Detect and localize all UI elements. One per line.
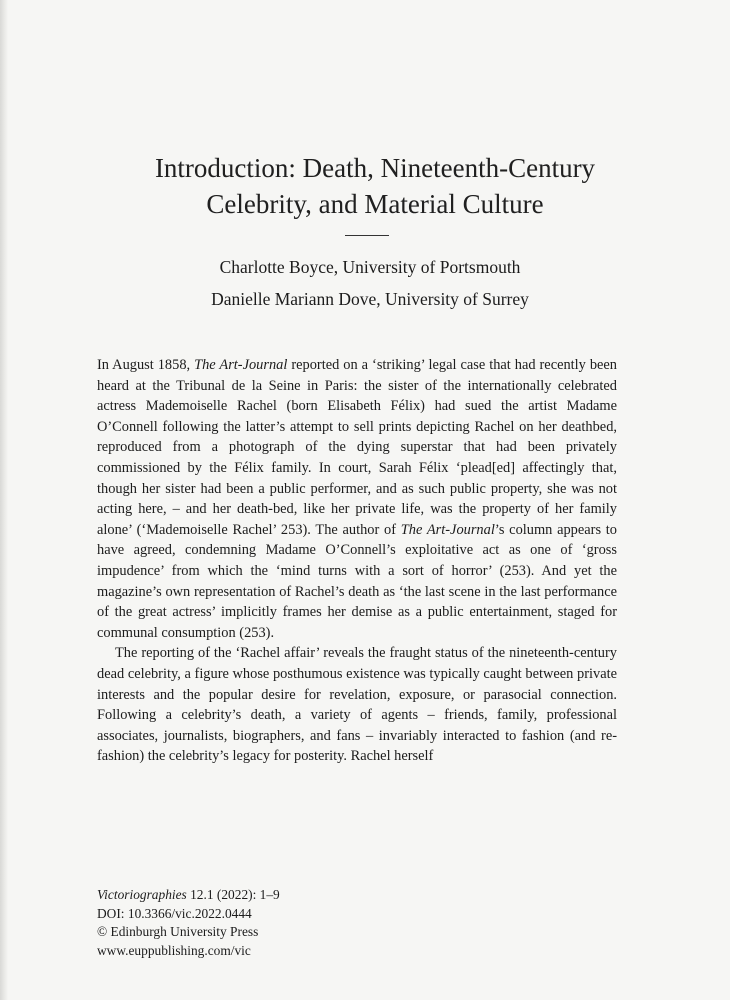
- page-edge-shadow: [0, 0, 8, 1000]
- journal-title-italic: The Art-Journal: [194, 357, 288, 373]
- author-1: Charlotte Boyce, University of Portsmouth: [219, 257, 521, 277]
- author-list: [70, 251, 670, 315]
- citation-block: [97, 886, 397, 960]
- citation-publisher: © Edinburgh University Press: [97, 924, 259, 939]
- body-text-run: In August 1858,: [97, 357, 195, 373]
- journal-name: Victoriographies: [97, 887, 187, 902]
- body-paragraph-2: The reporting of the ‘Rachel affair’ reveals the fraught status of the nineteenth-century dead celebrity, a figure whose posthumous existence was typically caught between private interests and the popular desire for revelation, exposure, or parasocial connection. Following a celebrity’s death, a variety of agents – friends, family, professional associates, journalists, biographers, and fans – invariably interacted to fashion (and re-fashion) the celebrity’s legacy for posterity. Rachel herself: [97, 645, 617, 765]
- title-divider: [345, 235, 389, 236]
- body-text-run: ’s column appears to have agreed, condemning Madame O’Connell’s exploitative act as one of ‘gross impudence’ from which the ‘mind turns with a sort of horror’ (253). And yet the magazine’s own representation of Rachel’s death as ‘the last scene in the last performance of the great actress’ implicitly frames her demise as a public entertainment, staged for communal consumption (253).: [97, 521, 617, 641]
- author-2: Danielle Mariann Dove, University of Surrey: [211, 289, 529, 309]
- citation-doi: DOI: 10.3366/vic.2022.0444: [97, 905, 252, 921]
- journal-title-italic: The Art-Journal: [400, 521, 495, 538]
- journal-issue: 12.1 (2022): 1–9: [186, 887, 280, 902]
- article-title: [70, 150, 680, 222]
- citation-journal-line: [97, 886, 397, 905]
- citation-url[interactable]: www.euppublishing.com/vic: [97, 942, 251, 958]
- body-text-run: reported on a ‘striking’ legal case that had recently been heard at the Tribunal de la Seine in Paris: the sister of the internationally celebrated actress Mademoiselle Rachel (born Elisabeth Félix) had sued the artist Madame O’Connell following the latter’s attempt to sell prints depicting Rachel on her deathbed, reproduced from a photograph of the dying superstar that had been privately commissioned by the Félix family. In court, Sarah Félix ‘plead[ed] affectingly that, though her sister had been a public performer, and as such public property, she was not acting here, – and her death-bed, like her private life, was the property of her family alone’ (‘Mademoiselle Rachel’ 253). The author of: [97, 357, 618, 538]
- body-paragraph-1: [97, 355, 617, 643]
- article-body: [97, 355, 617, 767]
- title-line-1: Introduction: Death, Nineteenth-Century: [154, 153, 596, 183]
- title-line-2: Celebrity, and Material Culture: [206, 189, 544, 219]
